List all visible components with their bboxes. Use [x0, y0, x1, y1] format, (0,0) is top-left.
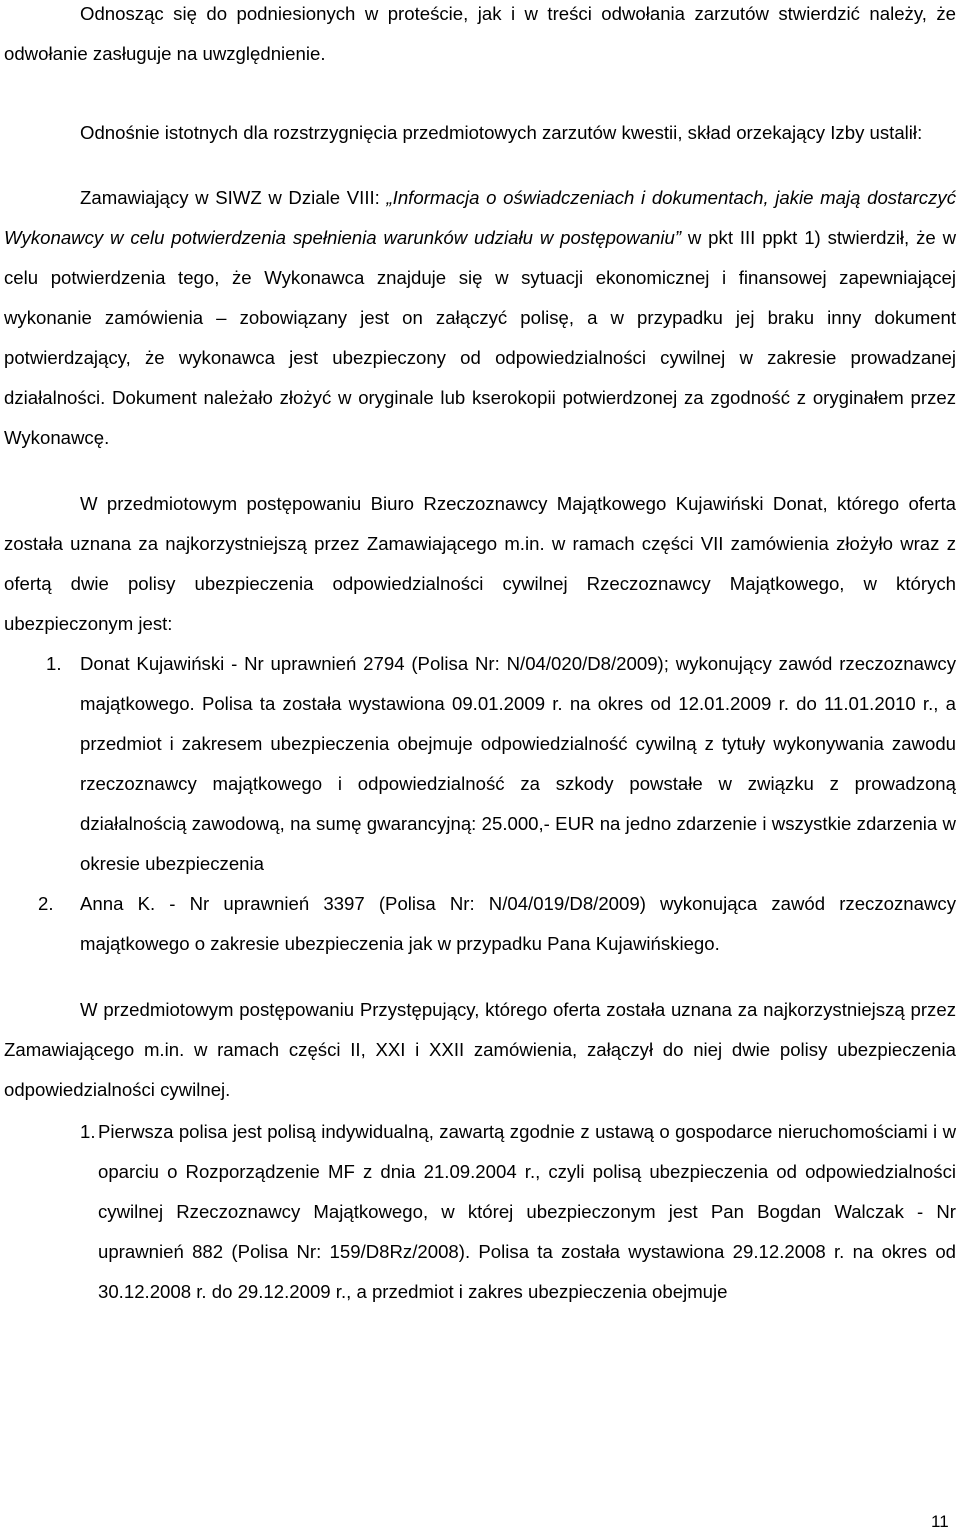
paragraph-findings-intro: Odnośnie istotnych dla rozstrzygnięcia przedmiotowych zarzutów kwestii, skład orzekający Izby ustalił:	[80, 122, 923, 143]
paragraph-biuro-offer: W przedmiotowym postępowaniu Biuro Rzeczoznawcy Majątkowego Kujawiński Donat, którego oferta została uznana za najkorzystniejszą przez Zamawiającego m.in. w ramach części VII zamówienia złożyło wraz z ofertą dwie polisy ubezpieczenia odpowiedzialności cywilnej Rzeczoznawcy Majątkowego, w których ubezpieczonym jest:	[4, 493, 956, 634]
siwz-section-title: „Informacja o oświadczeniach i dokumentach, jakie mają dostarczyć Wykonawcy w celu potwierdzenia spełnienia warunków udziału w postępowaniu”	[4, 187, 956, 248]
paragraph-siwz-requirements	[4, 178, 956, 458]
list-przystepujacy-policies	[4, 1112, 956, 1312]
list-item	[4, 644, 956, 884]
list-number: 1.	[80, 1121, 96, 1142]
page-number: 11	[931, 1512, 949, 1531]
list-item-text: Pierwsza polisa jest polisą indywidualną, zawartą zgodnie z ustawą o gospodarce nieruchomościami i w oparciu o Rozporządzenie MF z dnia 21.09.2004 r., czyli polisą ubezpieczenia od odpowiedzialności cywilnej Rzeczoznawcy Majątkowego, w której ubezpieczonym jest Pan Bogdan Walczak - Nr uprawnień 882 (Polisa Nr: 159/D8Rz/2008). Polisa ta została wystawiona 29.12.2008 r. na okres od 30.12.2008 r. do 29.12.2009 r., a przedmiot i zakres ubezpieczenia obejmuje	[98, 1121, 956, 1302]
paragraph-conclusion: Odnosząc się do podniesionych w proteście, jak i w treści odwołania zarzutów stwierdzić należy, że odwołanie zasługuje na uwzględnienie.	[4, 3, 956, 64]
siwz-text-end: w pkt III ppkt 1) stwierdził, że w celu potwierdzenia tego, że Wykonawca znajduje się w sytuacji ekonomicznej i finansowej zapewniającej wykonanie zamówienia – zobowiązany jest on załączyć polisę, a w przypadku jej braku inny dokument potwierdzający, że wykonawca jest ubezpieczony od odpowiedzialności cywilnej w zakresie prowadzanej działalności. Dokument należało złożyć w oryginale lub kserokopii potwierdzonej za zgodność z oryginałem przez Wykonawcę.	[4, 227, 956, 448]
list-item-text: Anna K. - Nr uprawnień 3397 (Polisa Nr: N/04/019/D8/2009) wykonująca zawód rzeczoznawcy majątkowego o zakresie ubezpieczenia jak w przypadku Pana Kujawińskiego.	[80, 893, 956, 954]
list-biuro-policies	[4, 644, 956, 964]
list-item	[4, 884, 956, 964]
siwz-text-start: Zamawiający w SIWZ w Dziale VIII:	[80, 187, 387, 208]
list-item-text: Donat Kujawiński - Nr uprawnień 2794 (Polisa Nr: N/04/020/D8/2009); wykonujący zawód rzeczoznawcy majątkowego. Polisa ta została wystawiona 09.01.2009 r. na okres od 12.01.2009 r. do 11.01.2010 r., a przedmiot i zakresem ubezpieczenia obejmuje odpowiedzialność cywilną z tytuły wykonywania zawodu rzeczoznawcy majątkowego i odpowiedzialność za szkody powstałe w związku z prowadzoną działalnością zawodową, na sumę gwarancyjną: 25.000,- EUR na jedno zdarzenie i wszystkie zdarzenia w okresie ubezpieczenia	[80, 653, 956, 874]
list-item	[4, 1112, 956, 1312]
list-number: 2.	[38, 893, 54, 914]
document-page	[4, 0, 956, 1312]
paragraph-przystepujacy-offer: W przedmiotowym postępowaniu Przystępujący, którego oferta została uznana za najkorzystniejszą przez Zamawiającego m.in. w ramach części II, XXI i XXII zamówienia, załączył do niej dwie polisy ubezpieczenia odpowiedzialności cywilnej.	[4, 999, 956, 1100]
list-number: 1.	[46, 653, 62, 674]
